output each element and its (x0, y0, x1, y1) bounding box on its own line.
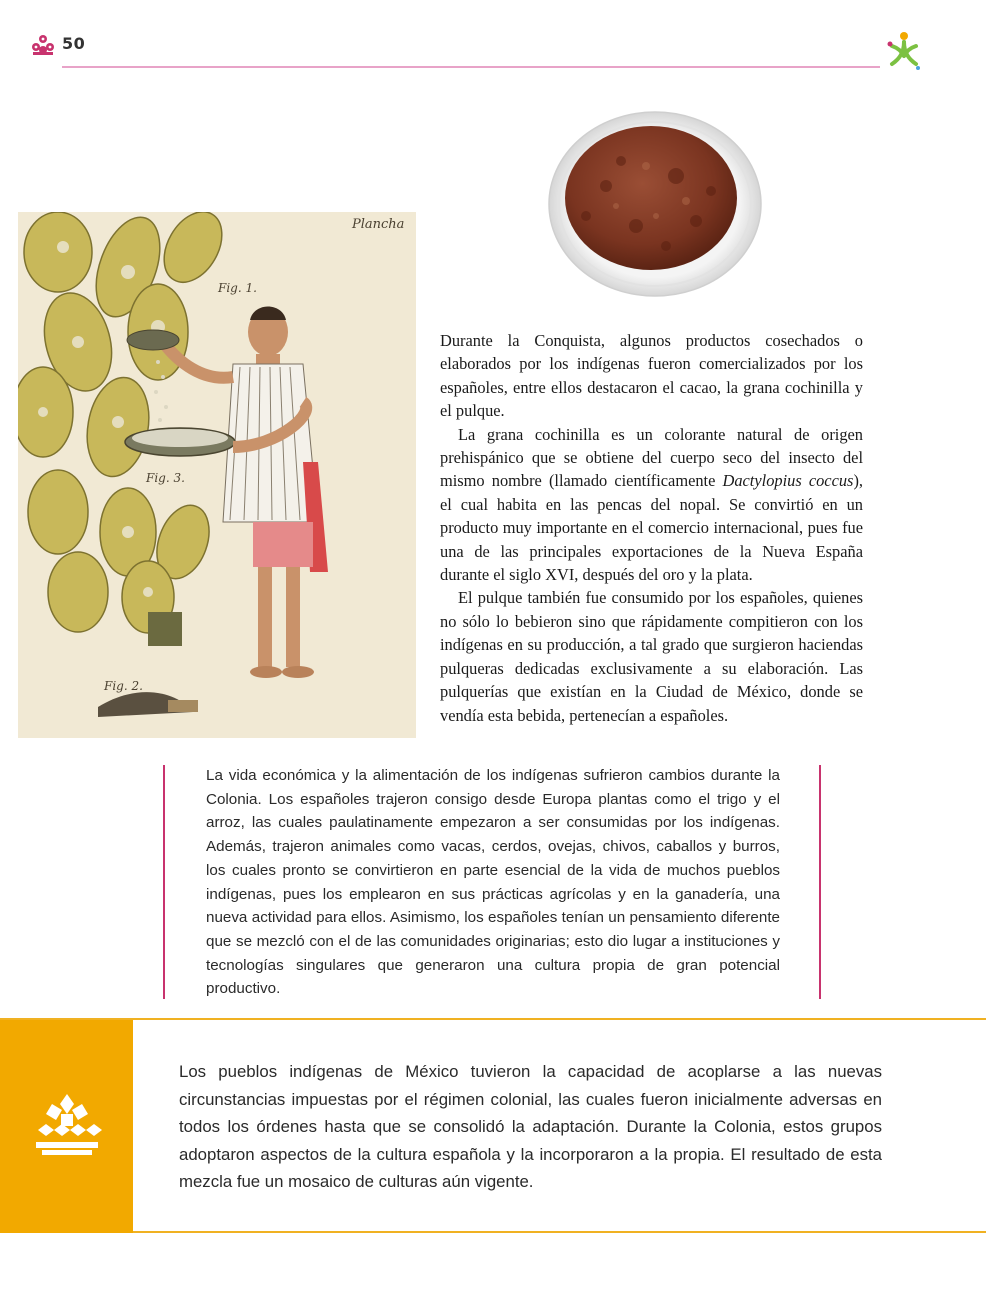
summary-text: Los pueblos indígenas de México tuvieron la capacidad de acoplarse a las nuevas circunstancias impuestas por el régimen colonial, las cuales fueron inicialmente adversas en todos los órdenes hasta que se consolidó la adaptación. Durante la Colonia, estos grupos adoptaron aspectos de la cultura española y la incorporaron a la propia. El resultado de esta mezcla fue un mosaico de culturas aún vigente. (179, 1062, 882, 1191)
sidebar-left-rule (163, 765, 165, 999)
cochineal-bowl-image (546, 106, 764, 298)
paragraph-grana-part2: ), el cual habita en las pencas del nopal. Se convirtió en un producto muy importante en el comercio internacional, pues fue una de las principales exportaciones de la Nueva España durante el siglo XVI, después del oro y la plata. (440, 471, 863, 585)
paragraph-grana-part1: La grana cochinilla es un colorante natural de origen prehispánico que se obtiene del cuerpo seco del insecto del mismo nombre (llamado científicamente (440, 424, 863, 491)
fig-1-label: Fig. 1. (218, 281, 257, 295)
sidebar-right-rule (819, 765, 821, 999)
cochineal-harvest-illustration (18, 212, 416, 738)
page-number: 50 (62, 34, 86, 53)
paragraph-grana-cochinilla (440, 423, 863, 587)
fig-3-label: Fig. 3. (146, 471, 185, 485)
summary-bottom-rule (133, 1231, 986, 1233)
summary-top-rule (0, 1018, 986, 1020)
scientific-name: Dactylopius coccus (722, 471, 854, 491)
flower-emblem-icon (32, 1090, 102, 1160)
main-text (440, 329, 863, 727)
fig-2-label: Fig. 2. (104, 679, 143, 693)
sidebar-text: La vida económica y la alimentación de los indígenas sufrieron cambios durante la Colonia. Los españoles trajeron consigo desde Europa plantas como el trigo y el arroz, las cuales paulatinamente empezaron a ser consumidas por los indígenas. Además, trajeron animales como vacas, cerdos, ovejas, chivos, caballos y burros, los cuales pronto se convirtieron en parte esencial de la vida de muchos pueblos indígenas, pues los emplearon en sus prácticas agrícolas y en la ganadería, una nueva actividad para ellos. Asimismo, los españoles tenían un pensamiento diferente que se mezcló con el de las comunidades originarias; esto dio lugar a instituciones y tecnologías singulares que generaron una cultura propia de gran potencial productivo. (206, 767, 780, 998)
plate-label: Plancha (352, 217, 405, 232)
paragraph-conquista: Durante la Conquista, algunos productos cosechados o elaborados por los indígenas fueron comercializados por los españoles, entre ellos destacaron el cacao, la grana cochinilla y el pulque. (440, 331, 863, 421)
flower-cluster-icon (30, 34, 56, 56)
sprout-logo-icon (884, 30, 924, 72)
paragraph-pulque: El pulque también fue consumido por los españoles, quienes no sólo lo bebieron sino que rápidamente compitieron con los indígenas en su producción, a tal grado que surgieron haciendas pulqueras dedicadas exclusivamente a su elaboración. Las pulquerías que existían en la Ciudad de México, donde se vendía esta bebida, pertenecían a españoles. (440, 588, 863, 725)
header-rule (62, 66, 880, 68)
